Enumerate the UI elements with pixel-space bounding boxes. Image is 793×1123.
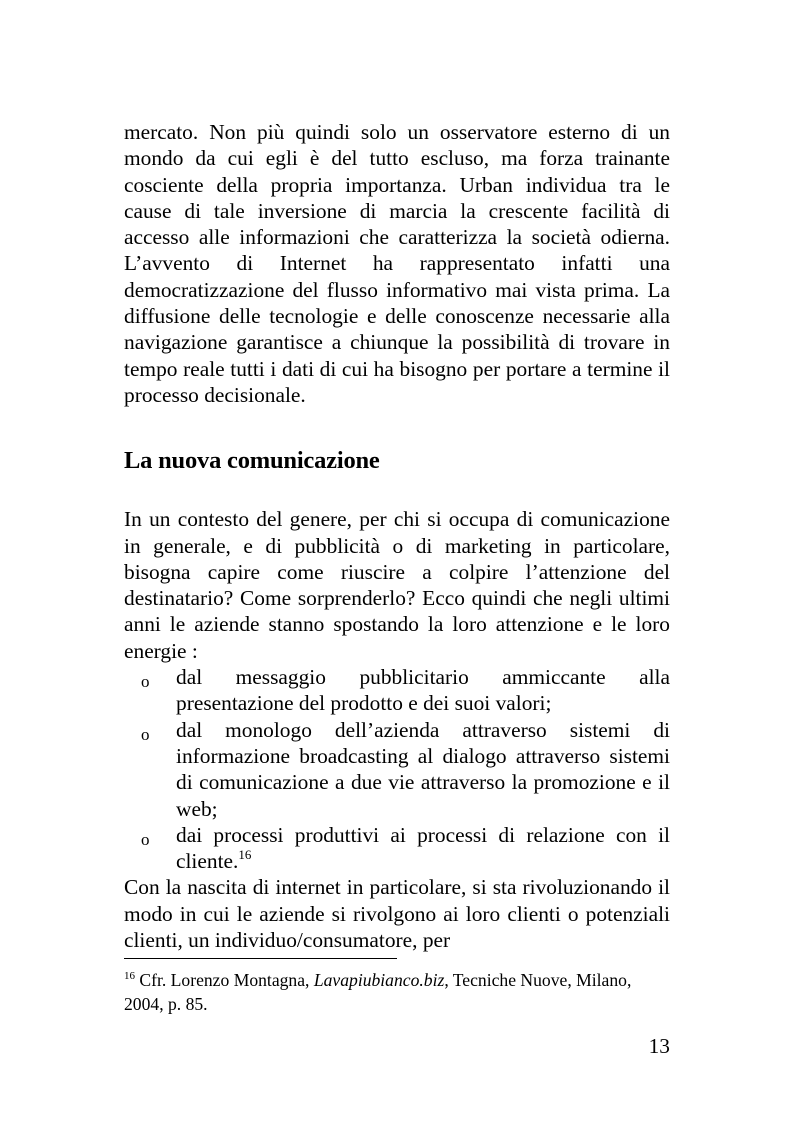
bullet-marker-icon: o [141,724,150,744]
section-heading: La nuova comunicazione [124,447,380,475]
list-item-text: dal monologo dell’azienda attraverso sistemi di informazione broadcasting al dialogo attraverso sistemi di comunicazione a due vie attraverso la promozione e il web; [176,717,670,821]
bullet-marker-icon: o [141,829,150,849]
intro-paragraph: mercato. Non più quindi solo un osservatore esterno di un mondo da cui egli è del tutto escluso, ma forza trainante cosciente della propria importanza. Urban individua tra le cause di tale inversione di marcia la crescente facilità di accesso alle informazioni che caratterizza la società odierna. L’avvento di Internet ha rappresentato infatti una democratizzazione del flusso informativo mai vista prima. La diffusione delle tecnologie e delle conoscenze necessarie alla navigazione garantisce a chiunque la possibilità di trovare in tempo reale tutti i dati di cui ha bisogno per portare a termine il processo decisionale. [124,120,670,407]
list-item-text: dai processi produttivi ai processi di relazione con il cliente. [176,822,670,874]
closing-paragraph: Con la nascita di internet in particolare, si sta rivoluzionando il modo in cui le aziende si rivolgono ai loro clienti o potenziali clienti, un individuo/consumatore, per [124,875,670,953]
footnote [124,968,670,1016]
footnote-book-title: Lavapiubianco.biz [313,970,445,990]
footnote-divider [124,958,397,959]
footnote-reference[interactable]: 16 [238,847,252,863]
bullet-list [124,664,670,874]
footnote-prefix: Cfr. Lorenzo Montagna, [135,970,314,990]
list-item [124,822,670,875]
list-item [124,717,670,822]
page-body [124,119,670,953]
page-number: 13 [648,1034,670,1058]
footnote-suffix: , Tecniche Nuove, Milano, 2004, p. 85. [124,970,632,1014]
footnote-number: 16 [124,970,135,982]
list-item [124,664,670,717]
section-paragraph: In un contesto del genere, per chi si occupa di comunicazione in generale, e di pubblicità o di marketing in particolare, bisogna capire come riuscire a colpire l’attenzione del destinatario? Come sorprenderlo? Ecco quindi che negli ultimi anni le aziende stanno spostando la loro attenzione e le loro energie : [124,507,670,663]
list-item-text: dal messaggio pubblicitario ammiccante alla presentazione del prodotto e dei suoi valori; [176,665,670,716]
bullet-marker-icon: o [141,672,150,692]
